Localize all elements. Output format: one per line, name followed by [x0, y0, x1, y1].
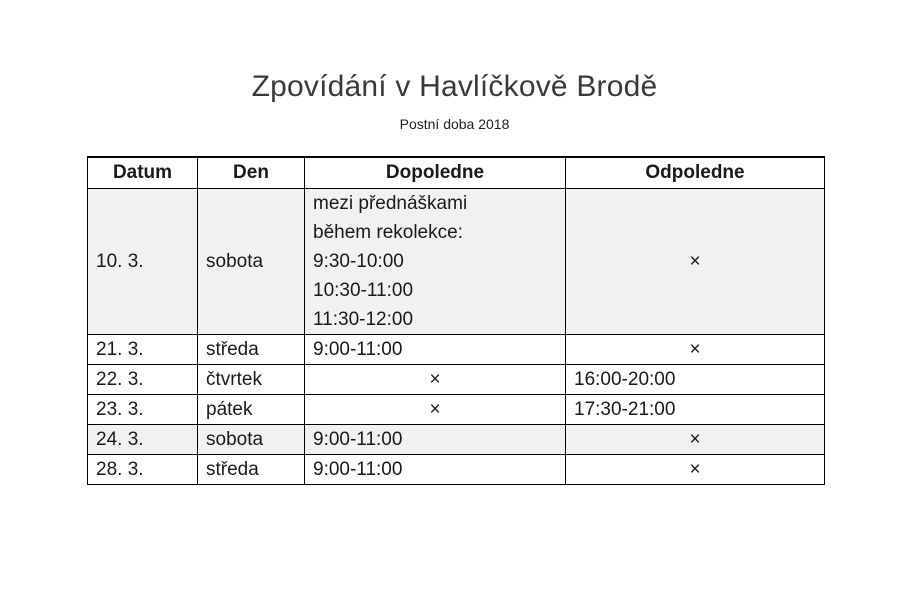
day-cell: středa: [198, 335, 305, 365]
confession-schedule-table: [87, 156, 825, 485]
table-row: [88, 395, 825, 425]
morning-line: 10:30-11:00: [313, 280, 414, 301]
header-den: Den: [198, 157, 305, 189]
date-cell: 23. 3.: [88, 395, 198, 425]
morning-cell: 9:00-11:00: [305, 335, 566, 365]
afternoon-cell: 16:00-20:00: [566, 365, 825, 395]
date-cell: 21. 3.: [88, 335, 198, 365]
day-cell: čtvrtek: [198, 365, 305, 395]
date-cell: 10. 3.: [88, 189, 198, 335]
date-cell: 22. 3.: [88, 365, 198, 395]
morning-cell: ×: [305, 365, 566, 395]
table-row: [88, 335, 825, 365]
morning-cell: ×: [305, 395, 566, 425]
date-cell: 28. 3.: [88, 455, 198, 485]
day-cell: pátek: [198, 395, 305, 425]
table-header-row: [88, 157, 825, 189]
morning-cell: 9:00-11:00: [305, 425, 566, 455]
morning-line: během rekolekce:: [313, 222, 463, 243]
day-cell: sobota: [198, 189, 305, 335]
table-row: [88, 365, 825, 395]
morning-line: 9:30-10:00: [313, 251, 404, 272]
afternoon-cell: 17:30-21:00: [566, 395, 825, 425]
table-row: [88, 189, 825, 335]
morning-line: mezi přednáškami: [313, 193, 468, 214]
day-cell: sobota: [198, 425, 305, 455]
morning-line: 11:30-12:00: [313, 309, 414, 330]
page-title: Zpovídání v Havlíčkově Brodě: [251, 70, 658, 103]
afternoon-cell: ×: [566, 335, 825, 365]
morning-cell: 9:00-11:00: [305, 455, 566, 485]
afternoon-cell: ×: [566, 189, 825, 335]
table-row: [88, 455, 825, 485]
date-cell: 24. 3.: [88, 425, 198, 455]
afternoon-cell: ×: [566, 455, 825, 485]
header-odpoledne: Odpoledne: [566, 157, 825, 189]
table-row: [88, 425, 825, 455]
afternoon-cell: ×: [566, 425, 825, 455]
header-datum: Datum: [88, 157, 198, 189]
page-subtitle: Postní doba 2018: [399, 116, 510, 132]
header-dopoledne: Dopoledne: [305, 157, 566, 189]
day-cell: středa: [198, 455, 305, 485]
morning-cell: [305, 189, 566, 335]
